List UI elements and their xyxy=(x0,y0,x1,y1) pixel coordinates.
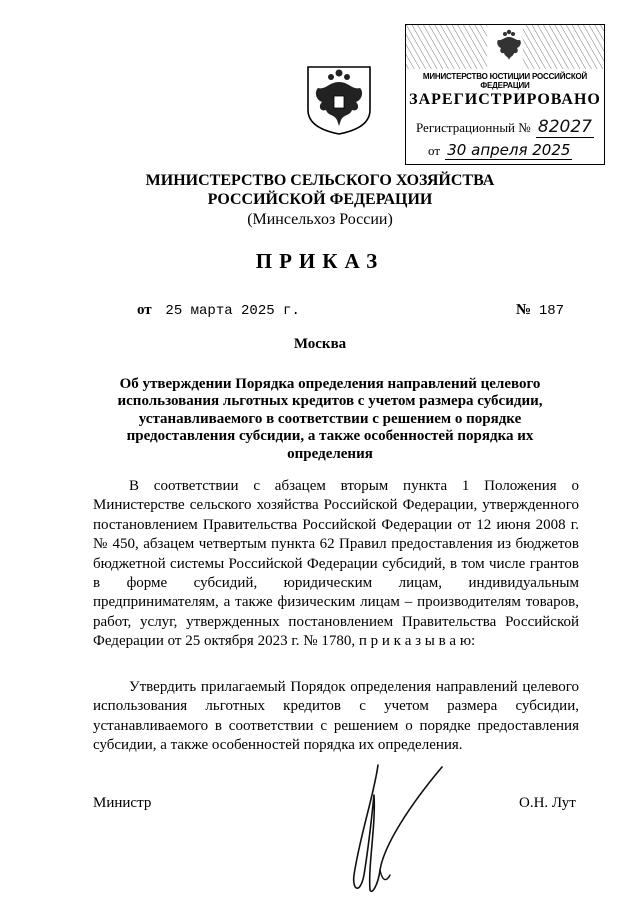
coat-of-arms-emblem xyxy=(304,64,374,136)
ministry-name-line1: МИНИСТЕРСТВО СЕЛЬСКОГО ХОЗЯЙСТВА xyxy=(145,172,495,189)
order-subject: Об утверждении Порядка определения направлений целевого использования льготных кредитов с учетом размера субсидии, устанавливаемого в соответствии с решением о порядке предоставления субсидии, а также особенностей порядка их определения xyxy=(117,376,543,462)
stamp-regno-value: 82027 xyxy=(537,117,593,137)
stamp-date-prefix: от xyxy=(428,143,441,158)
stamp-regno-row xyxy=(416,117,594,137)
order-number: 187 xyxy=(538,303,565,319)
stamp-registered-label: ЗАРЕГИСТРИРОВАНО xyxy=(409,91,601,108)
ministry-name-line2: РОССИЙСКОЙ ФЕДЕРАЦИИ xyxy=(207,191,433,208)
document-title: ПРИКАЗ xyxy=(255,249,385,273)
signatory-title: Министр xyxy=(93,795,152,811)
order-date-row xyxy=(137,302,300,319)
order-number-prefix: № xyxy=(516,302,532,318)
stamp-regno-label: Регистрационный № xyxy=(416,120,531,135)
ministry-short-name: (Минсельхоз России) xyxy=(247,211,393,228)
stamp-ministry-name: МИНИСТЕРСТВО ЮСТИЦИИ РОССИЙСКОЙ ФЕДЕРАЦИИ xyxy=(422,72,588,90)
registration-stamp xyxy=(405,24,605,165)
body-paragraph-resolution: Утвердить прилагаемый Порядок определения направлений целевого использования льготных кредитов с учетом размера субсидии, устанавливаемого в соответствии с решением о порядке предоставления субсидии, а также особенностей порядка их определения. xyxy=(93,679,579,754)
city: Москва xyxy=(293,336,347,352)
stamp-date-row xyxy=(428,141,572,159)
order-date: 25 марта 2025 г. xyxy=(165,303,300,319)
stamp-emblem-icon xyxy=(495,28,523,62)
order-number-row xyxy=(516,302,564,319)
body-paragraph-preamble: В соответствии с абзацем вторым пункта 1 Положения о Министерстве сельского хозяйства Российской Федерации, утвержденного постановлением Правительства Российской Федерации от 12 июня 2008 г. № 450, абзацем четвертым пункта 62 Правил предоставления из бюджетов бюджетной системы Российской Федерации субсидий, в том числе грантов в форме субсидий, юридическим лицам, индивидуальным предпринимателям, а также физическим лицам – производителям товаров, работ, услуг, утвержденных постановлением Правительства Российской Федерации от 25 октября 2023 г. № 1780, п р и к а з ы в а ю: xyxy=(93,478,579,650)
stamp-date-value: 30 апреля 2025 xyxy=(447,141,571,159)
order-date-prefix: от xyxy=(137,302,152,318)
signatory-name: О.Н. Лут xyxy=(519,795,576,811)
handwritten-signature xyxy=(330,755,460,900)
